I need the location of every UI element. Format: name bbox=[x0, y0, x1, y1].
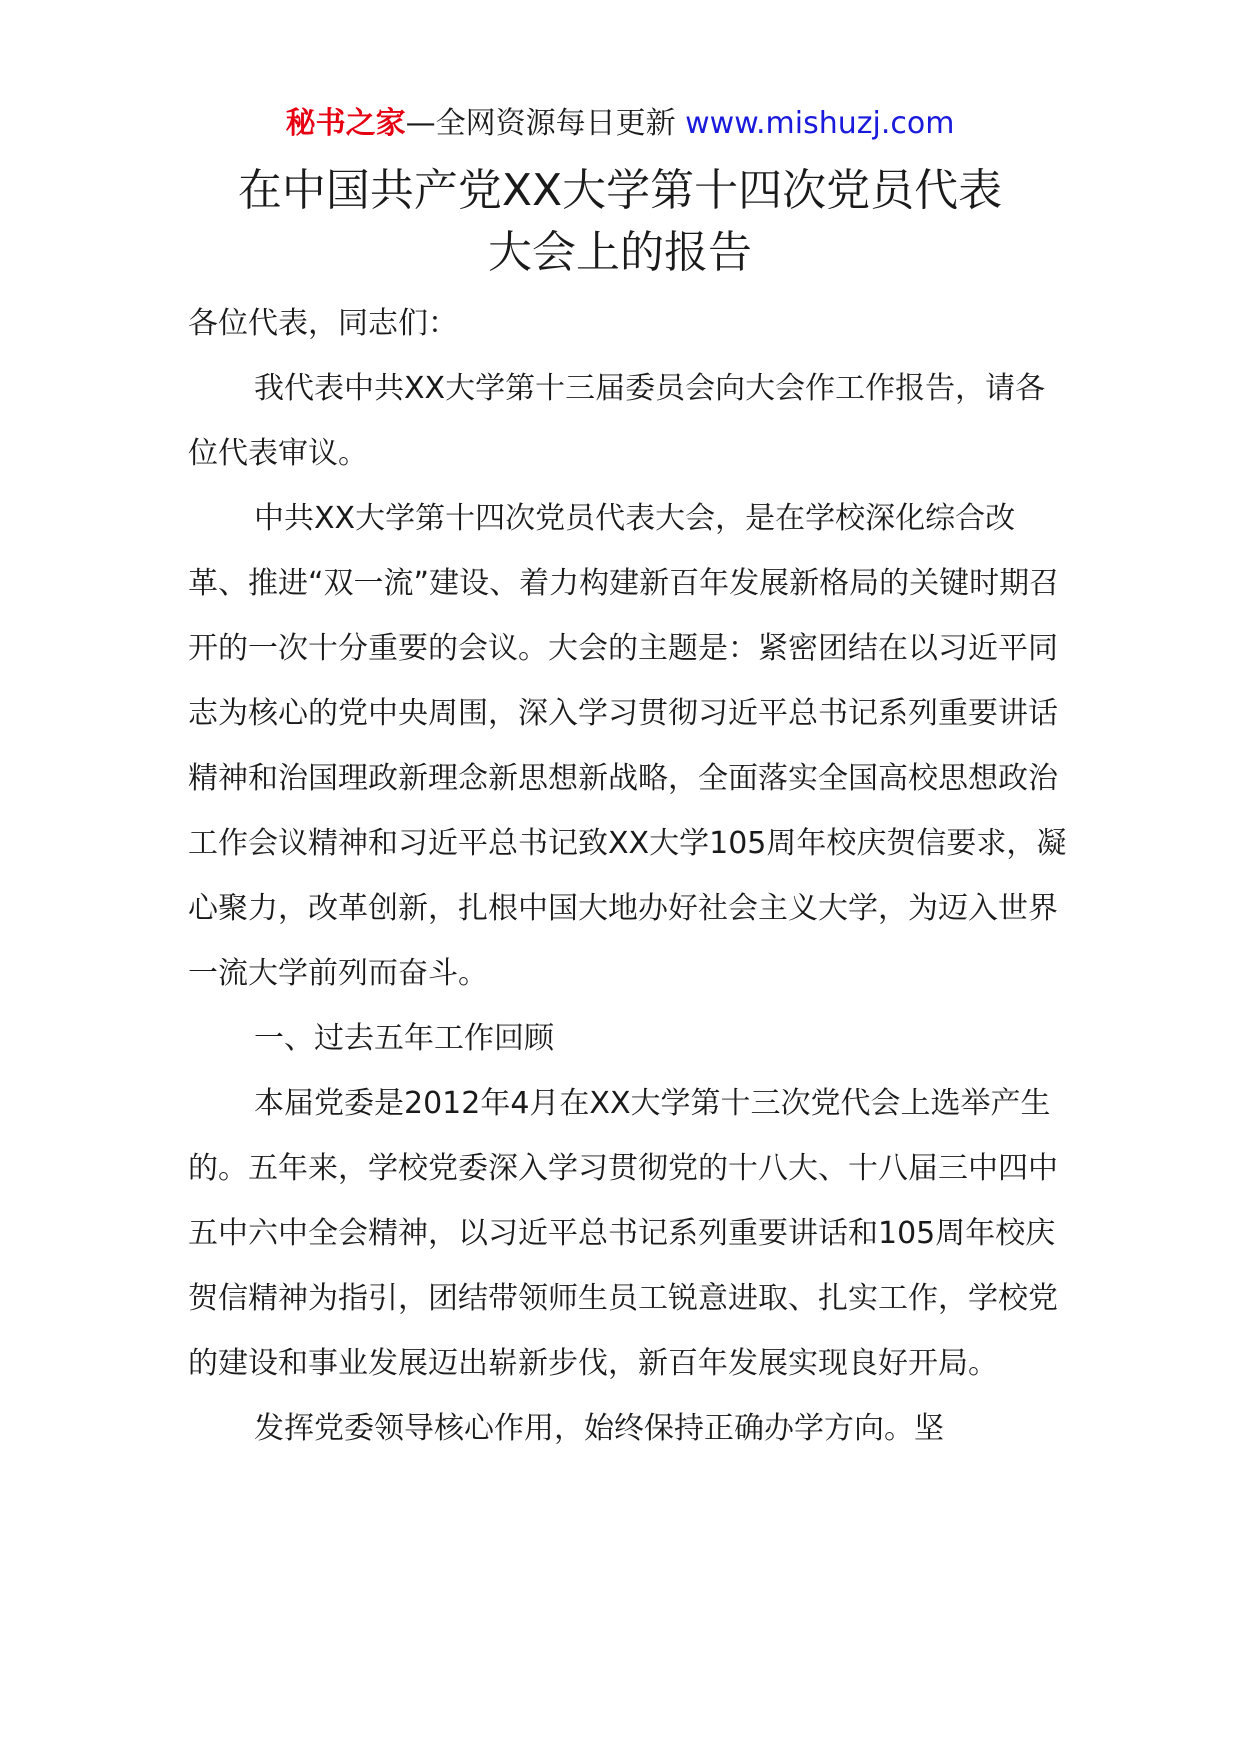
section-heading: 一、过去五年工作回顾 bbox=[254, 1021, 554, 1056]
paragraph: 我代表中共XX大学第十三届委员会向大会作工作报告，请各位代表审议。 bbox=[188, 371, 1046, 471]
paragraph: 发挥党委领导核心作用，始终保持正确办学方向。坚 bbox=[254, 1411, 944, 1446]
document-body bbox=[188, 291, 1068, 1461]
site-header bbox=[0, 100, 1240, 148]
paragraph: 本届党委是2012年4月在XX大学第十三次党代会上选举产生的。五年来，学校党委深入学习贯彻党的十八大、十八届三中四中五中六中全会精神，以习近平总书记系列重要讲话和105周年校庆贺信精神为指引，团结带领师生员工锐意进取、扎实工作，学校党的建设和事业发展迈出崭新步伐，新百年发展实现良好开局。 bbox=[188, 1086, 1058, 1381]
document-title bbox=[0, 160, 1240, 284]
brand-name: 秘书之家 bbox=[285, 106, 406, 141]
header-tagline: —全网资源每日更新 bbox=[405, 106, 676, 141]
salutation: 各位代表，同志们： bbox=[188, 306, 458, 341]
paragraph: 中共XX大学第十四次党员代表大会，是在学校深化综合改革、推进“双一流”建设、着力构建新百年发展新格局的关键时期召开的一次十分重要的会议。大会的主题是：紧密团结在以习近平同志为核心的党中央周围，深入学习贯彻习近平总书记系列重要讲话精神和治国理政新理念新思想新战略，全面落实全国高校思想政治工作会议精神和习近平总书记致XX大学105周年校庆贺信要求，凝心聚力，改革创新，扎根中国大地办好社会主义大学，为迈入世界一流大学前列而奋斗。 bbox=[188, 501, 1067, 991]
website-link[interactable]: www.mishuzj.com bbox=[685, 106, 955, 141]
title-line-1: 在中国共产党XX大学第十四次党员代表 bbox=[237, 165, 1003, 216]
title-line-2: 大会上的报告 bbox=[488, 227, 752, 278]
